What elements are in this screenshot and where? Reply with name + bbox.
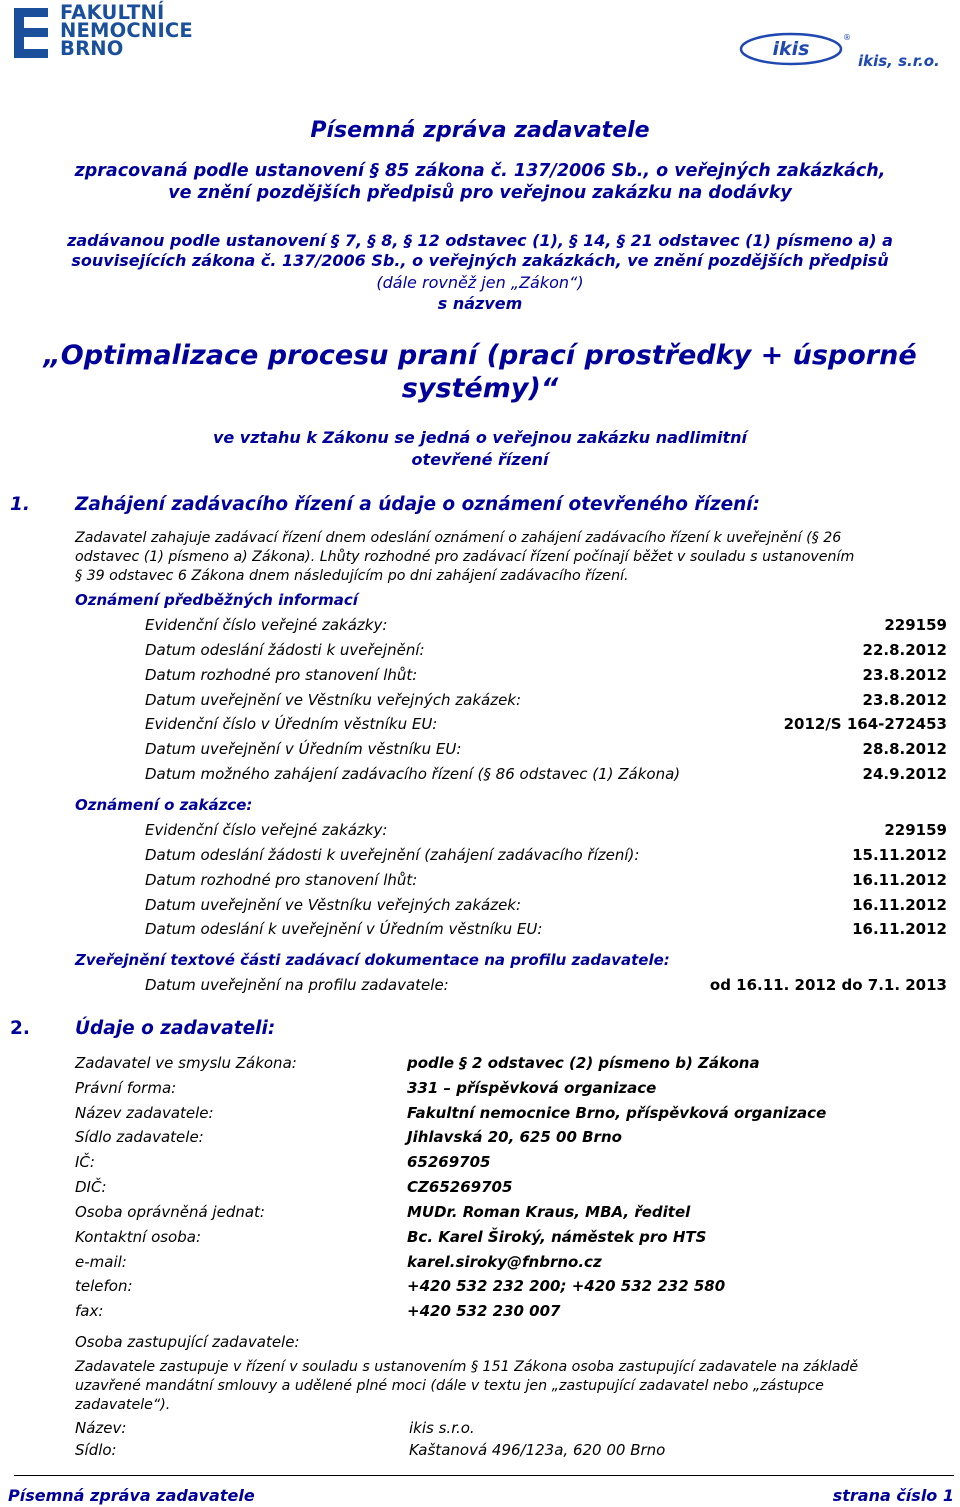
relation-line-2: otevřené řízení xyxy=(411,450,549,469)
title-line-4 xyxy=(0,251,960,270)
contracting-row-value: +420 532 232 200; +420 532 232 580 xyxy=(407,1277,726,1295)
title-line-6: s názvem xyxy=(437,294,523,313)
profile-row xyxy=(145,976,947,1000)
section-1-para-line-3: § 39 odstavec 6 Zákona dnem následujícím po dni zahájení zadávacího řízení. xyxy=(75,568,629,584)
contracting-row-label: IČ: xyxy=(75,1153,95,1171)
contracting-row-value: 331 – příspěvková organizace xyxy=(407,1079,657,1097)
contracting-row-label: Právní forma: xyxy=(75,1079,177,1097)
notice-heading: Oznámení o zakázce: xyxy=(75,796,253,814)
prior-row xyxy=(145,740,947,764)
prior-row-value: 24.9.2012 xyxy=(862,765,947,783)
ikis-logo-text: ikis xyxy=(772,38,810,60)
prior-row-label: Evidenční číslo veřejné zakázky: xyxy=(145,616,388,634)
prior-row-label: Datum uveřejnění v Úředním věstníku EU: xyxy=(145,740,462,758)
contracting-row-label: Zadavatel ve smyslu Zákona: xyxy=(75,1054,297,1072)
footer-left: Písemná zpráva zadavatele xyxy=(8,1486,255,1505)
contracting-row xyxy=(75,1104,875,1128)
contracting-row xyxy=(75,1253,875,1277)
prior-row xyxy=(145,691,947,715)
contracting-row xyxy=(75,1203,875,1227)
title-line-3: zadávanou podle ustanovení § 7, § 8, § 12 odstavec (1), § 14, § 21 odstavec (1) písmeno a) a xyxy=(67,231,893,250)
contracting-row xyxy=(75,1054,875,1078)
section-1-heading: Zahájení zadávacího řízení a údaje o oznámení otevřeného řízení: xyxy=(75,494,761,515)
contracting-row-label: Kontaktní osoba: xyxy=(75,1228,202,1246)
notice-row-label: Datum uveřejnění ve Věstníku veřejných zakázek: xyxy=(145,896,522,914)
contracting-row-label: DIČ: xyxy=(75,1178,107,1196)
prior-row xyxy=(145,765,947,789)
contracting-row-label: Název zadavatele: xyxy=(75,1104,214,1122)
contracting-row-value: Jihlavská 20, 625 00 Brno xyxy=(407,1128,622,1146)
contracting-row-value: Fakultní nemocnice Brno, příspěvková organizace xyxy=(407,1104,827,1122)
contracting-row-value: +420 532 230 007 xyxy=(407,1302,561,1320)
prior-row-value: 229159 xyxy=(884,616,947,634)
contracting-row xyxy=(75,1228,875,1252)
rep-seat-label: Sídlo: xyxy=(75,1441,117,1459)
logo-line-1: FAKULTNÍ xyxy=(60,1,165,24)
notice-row-value: 16.11.2012 xyxy=(852,896,947,914)
notice-row xyxy=(145,896,947,920)
ikis-company-name: ikis, s.r.o. xyxy=(858,52,940,70)
contract-name-line-1: „Optimalizace procesu praní (prací prostředky + úsporné xyxy=(43,340,917,371)
rep-name-value: ikis s.r.o. xyxy=(409,1419,475,1437)
prior-row xyxy=(145,666,947,690)
logo-line-2: NEMOCNICE xyxy=(60,19,193,42)
footer-divider xyxy=(14,1475,954,1476)
prior-row-label: Datum uveřejnění ve Věstníku veřejných zakázek: xyxy=(145,691,522,709)
notice-row-value: 16.11.2012 xyxy=(852,871,947,889)
prior-row-value: 2012/S 164-272453 xyxy=(783,715,947,733)
contracting-row-label: Osoba oprávněná jednat: xyxy=(75,1203,265,1221)
document-title: Písemná zpráva zadavatele xyxy=(310,118,650,143)
fnbrno-logo-text xyxy=(60,1,193,60)
contracting-row xyxy=(75,1178,875,1202)
profile-row-value: od 16.11. 2012 do 7.1. 2013 xyxy=(709,976,947,994)
contracting-row xyxy=(75,1277,875,1301)
prior-row xyxy=(145,641,947,665)
contract-name-line-2: systémy)“ xyxy=(401,373,559,404)
contracting-row xyxy=(75,1302,875,1326)
prior-row-value: 22.8.2012 xyxy=(862,641,947,659)
notice-row-value: 229159 xyxy=(884,821,947,839)
prior-row-label: Evidenční číslo v Úředním věstníku EU: xyxy=(145,715,438,733)
section-2-number: 2. xyxy=(10,1018,30,1039)
title-line-5: (dále rovněž jen „Zákon“) xyxy=(376,273,584,292)
notice-row xyxy=(145,920,947,944)
notice-row-label: Datum rozhodné pro stanovení lhůt: xyxy=(145,871,418,889)
ikis-logo-icon xyxy=(739,30,849,68)
footer-page-number: strana číslo 1 xyxy=(832,1486,954,1505)
notice-row xyxy=(145,846,947,870)
section-2-heading: Údaje o zadavateli: xyxy=(75,1018,276,1039)
representative-para-line-3: zadavatele“). xyxy=(75,1397,171,1413)
contracting-row-label: e-mail: xyxy=(75,1253,127,1271)
title-line-4a: souvisejících zákona č. 137/2006 Sb. xyxy=(71,251,401,270)
contracting-row xyxy=(75,1128,875,1152)
contracting-row-value: podle § 2 odstavec (2) písmeno b) Zákona xyxy=(407,1054,760,1072)
section-1-number: 1. xyxy=(10,494,30,515)
notice-row-value: 16.11.2012 xyxy=(852,920,947,938)
relation-line-1: ve vztahu k Zákonu se jedná o veřejnou zakázku nadlimitní xyxy=(212,428,748,447)
notice-row-label: Evidenční číslo veřejné zakázky: xyxy=(145,821,388,839)
logo-line-3: BRNO xyxy=(60,37,124,60)
contracting-row-label: Sídlo zadavatele: xyxy=(75,1128,204,1146)
rep-seat-value: Kaštanová 496/123a, 620 00 Brno xyxy=(409,1441,666,1459)
contact-email-link[interactable]: karel.siroky@fnbrno.cz xyxy=(407,1253,602,1271)
notice-row-value: 15.11.2012 xyxy=(852,846,947,864)
prior-info-heading: Oznámení předběžných informací xyxy=(75,591,358,609)
contracting-row xyxy=(75,1153,875,1177)
contracting-row-label: fax: xyxy=(75,1302,104,1320)
prior-row-value: 28.8.2012 xyxy=(862,740,947,758)
registered-mark: ® xyxy=(843,33,851,42)
contracting-row-value: Bc. Karel Široký, náměstek pro HTS xyxy=(407,1228,707,1246)
contracting-row-value: 65269705 xyxy=(407,1153,491,1171)
contracting-row-value: MUDr. Roman Kraus, MBA, ředitel xyxy=(407,1203,691,1221)
prior-row-label: Datum odeslání žádosti k uveřejnění: xyxy=(145,641,425,659)
notice-row-label: Datum odeslání žádosti k uveřejnění (zahájení zadávacího řízení): xyxy=(145,846,640,864)
title-line-4b: , o veřejných zakázkách, ve znění pozdějších předpisů xyxy=(400,251,889,270)
title-line-1: zpracovaná podle ustanovení § 85 zákona č. 137/2006 Sb., o veřejných zakázkách, xyxy=(74,161,886,181)
contracting-row-label: telefon: xyxy=(75,1277,133,1295)
representative-heading: Osoba zastupující zadavatele: xyxy=(75,1333,300,1351)
prior-row-value: 23.8.2012 xyxy=(862,666,947,684)
representative-para-line-1: Zadavatele zastupuje v řízení v souladu s ustanovením § 151 Zákona osoba zastupující zadavatele na základě xyxy=(75,1359,859,1375)
prior-row-label: Datum možného zahájení zadávacího řízení (§ 86 odstavec (1) Zákona) xyxy=(145,765,681,783)
prior-row-value: 23.8.2012 xyxy=(862,691,947,709)
profile-row-label: Datum uveřejnění na profilu zadavatele: xyxy=(145,976,449,994)
prior-row xyxy=(145,616,947,640)
profile-heading: Zveřejnění textové části zadávací dokumentace na profilu zadavatele: xyxy=(75,951,670,969)
notice-row xyxy=(145,821,947,845)
fnbrno-logo-icon xyxy=(14,8,48,58)
prior-row xyxy=(145,715,947,739)
section-1-para-line-2: odstavec (1) písmeno a) Zákona). Lhůty rozhodné pro zadávací řízení počínají běžet v souladu s ustanovením xyxy=(75,549,855,565)
rep-name-label: Název: xyxy=(75,1419,127,1437)
contracting-row-value: CZ65269705 xyxy=(407,1178,513,1196)
representative-para-line-2: uzavřené mandátní smlouvy a udělené plné moci (dále v textu jen „zastupující zadavatel nebo „zástupce xyxy=(75,1378,824,1394)
title-line-2: ve znění pozdějších předpisů pro veřejnou zakázku na dodávky xyxy=(168,183,792,203)
section-1-para-line-1: Zadavatel zahajuje zadávací řízení dnem odeslání oznámení o zahájení zadávacího řízení k uveřejnění (§ 26 xyxy=(75,530,842,546)
prior-row-label: Datum rozhodné pro stanovení lhůt: xyxy=(145,666,418,684)
contracting-row xyxy=(75,1079,875,1103)
notice-row-label: Datum odeslání k uveřejnění v Úředním věstníku EU: xyxy=(145,920,543,938)
notice-row xyxy=(145,871,947,895)
